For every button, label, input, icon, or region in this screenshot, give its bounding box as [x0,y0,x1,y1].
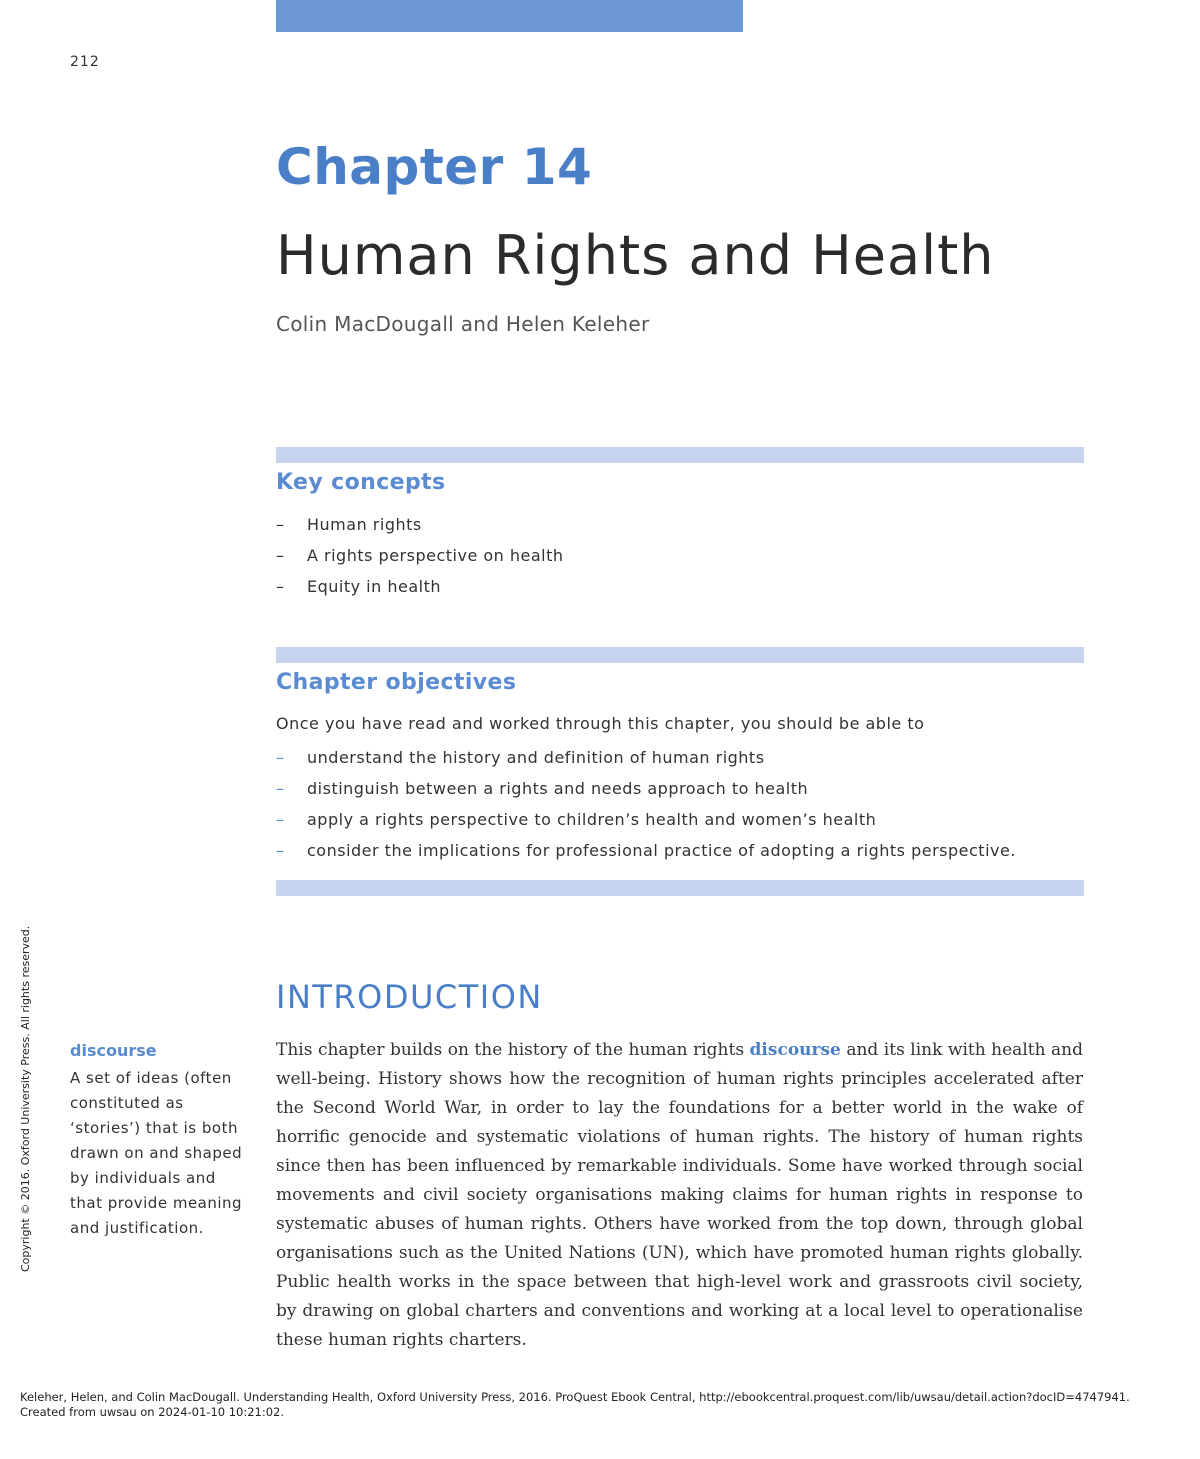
objectives-bottom-band [276,880,1084,896]
key-concepts-list [276,515,564,608]
introduction-heading: INTRODUCTION [276,978,543,1016]
page-number: 212 [70,54,100,70]
objectives-top-band [276,647,1084,663]
objectives-intro: Once you have read and worked through this chapter, you should be able to [276,714,925,733]
key-concept-item: – Equity in health [276,577,441,596]
margin-glossary-term: discourse [70,1041,157,1060]
margin-glossary-definition: A set of ideas (often constituted as ‘stories’) that is both drawn on and shaped by individuals and that provide meaning and justification. [70,1069,243,1237]
dash-bullet: – [276,841,285,860]
key-concept-item: – A rights perspective on health [276,546,564,565]
chapter-label: Chapter 14 [276,138,593,196]
key-concepts-top-band [276,447,1084,463]
dash-bullet: – [276,810,285,829]
key-concept-item: – Human rights [276,515,422,534]
dash-bullet: – [276,748,285,767]
chapter-title: Human Rights and Health [276,224,995,287]
chapter-authors: Colin MacDougall and Helen Keleher [276,312,650,336]
key-concepts-heading: Key concepts [276,470,446,495]
created-line: Created from uwsau on 2024-01-10 10:21:02. [20,1405,285,1419]
dash-bullet: – [276,577,285,596]
citation-footer [20,1390,1130,1420]
dash-bullet: – [276,515,285,534]
introduction-paragraph: This chapter builds on the history of the human rights discourse and its link with health and well-being. History shows how the recognition of human rights principles accelerated after the Second World War, in order to lay the foundations for a better world in the wake of horrific genocide and systematic violations of human rights. The history of human rights since then has been influenced by remarkable individuals. Some have worked through social movements and civil society organisations making claims for human rights in response to systematic abuses of human rights. Others have worked from the top down, through global organisations such as the United Nations (UN), which have promoted human rights globally. Public health works in the space between that high-level work and grassroots civil society, by drawing on global charters and conventions and working at a local level to operationalise these human rights charters. [276,1040,1083,1350]
objective-item: – consider the implications for professional practice of adopting a rights perspective. [276,841,1016,860]
dash-bullet: – [276,779,285,798]
citation-line: Keleher, Helen, and Colin MacDougall. Understanding Health, Oxford University Press, 2016. ProQuest Ebook Central, http://ebookcentral.proquest.com/lib/uwsau/detail.action?docID=4747941. [20,1390,1130,1404]
copyright-notice: Copyright © 2016. Oxford University Press. All rights reserved. [19,925,32,1272]
dash-bullet: – [276,546,285,565]
objectives-heading: Chapter objectives [276,670,517,695]
objectives-list [276,748,1016,872]
objective-item: – apply a rights perspective to children’s health and women’s health [276,810,877,829]
objective-item: – distinguish between a rights and needs approach to health [276,779,809,798]
header-color-bar [276,0,743,32]
glossary-keyword: discourse [749,1040,841,1060]
objective-item: – understand the history and definition of human rights [276,748,765,767]
